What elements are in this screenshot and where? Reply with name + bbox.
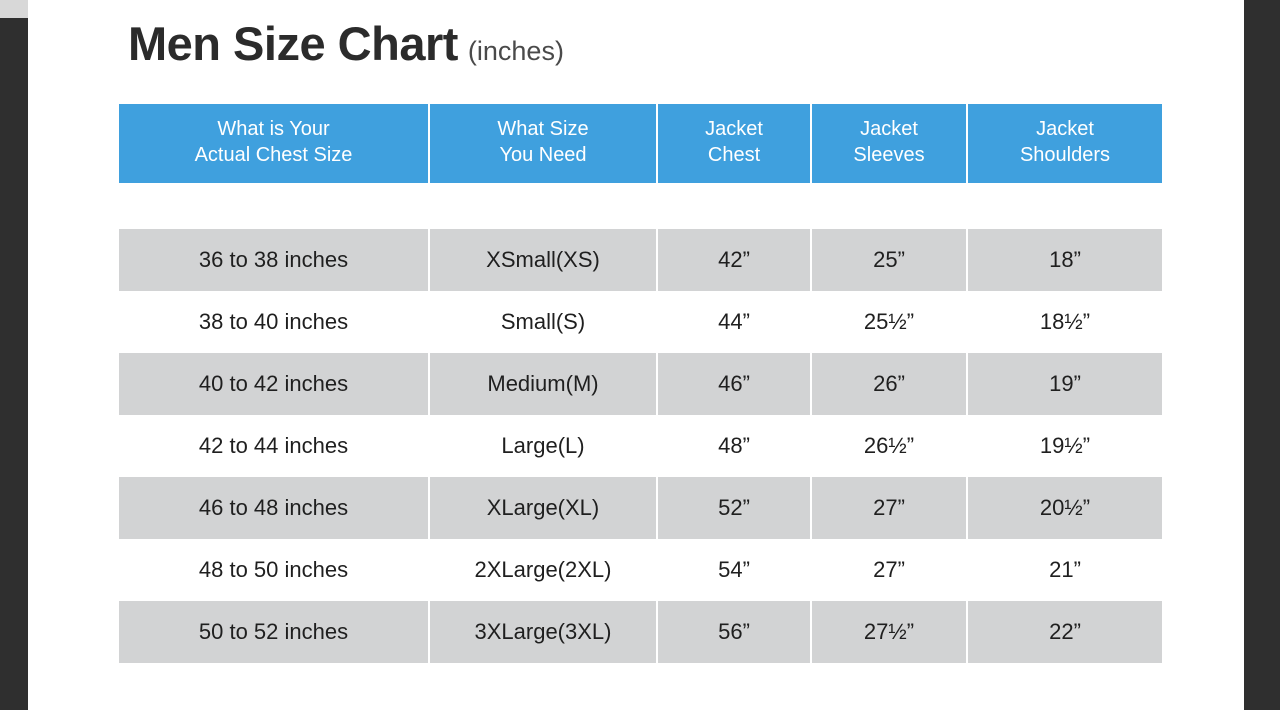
- cell-chest-size: 40 to 42 inches: [119, 353, 429, 415]
- cell-jacket-sleeves: 27”: [811, 539, 967, 601]
- top-left-strip: [0, 0, 28, 18]
- cell-jacket-sleeves: 27”: [811, 477, 967, 539]
- table-header: [119, 104, 1162, 183]
- cell-chest-size: 38 to 40 inches: [119, 291, 429, 353]
- column-header-line1: Jacket: [705, 118, 763, 140]
- table-header-row: [119, 104, 1162, 183]
- cell-size-needed: XLarge(XL): [429, 477, 657, 539]
- cell-size-needed: Medium(M): [429, 353, 657, 415]
- column-header-jacket-shoulders: [967, 104, 1162, 183]
- cell-size-needed: XSmall(XS): [429, 229, 657, 291]
- cell-jacket-shoulders: 22”: [967, 601, 1162, 663]
- cell-size-needed: Large(L): [429, 415, 657, 477]
- table-row: [119, 477, 1162, 539]
- column-header-line2: You Need: [499, 144, 587, 167]
- cell-jacket-shoulders: 18”: [967, 229, 1162, 291]
- column-header-actual-chest-size: [119, 104, 429, 183]
- page-title: [128, 16, 564, 71]
- cell-jacket-chest: 56”: [657, 601, 811, 663]
- cell-size-needed: 3XLarge(3XL): [429, 601, 657, 663]
- page-title-main: Men Size Chart: [128, 17, 458, 70]
- cell-size-needed: 2XLarge(2XL): [429, 539, 657, 601]
- cell-jacket-shoulders: 19½”: [967, 415, 1162, 477]
- cell-jacket-sleeves: 26½”: [811, 415, 967, 477]
- cell-jacket-chest: 44”: [657, 291, 811, 353]
- cell-chest-size: 46 to 48 inches: [119, 477, 429, 539]
- cell-jacket-sleeves: 26”: [811, 353, 967, 415]
- cell-chest-size: 42 to 44 inches: [119, 415, 429, 477]
- column-header-line1: Jacket: [860, 118, 918, 140]
- document-content: [28, 0, 1244, 710]
- table-row: [119, 353, 1162, 415]
- cell-size-needed: Small(S): [429, 291, 657, 353]
- cell-chest-size: 36 to 38 inches: [119, 229, 429, 291]
- cell-jacket-shoulders: 18½”: [967, 291, 1162, 353]
- document-page: [28, 0, 1244, 710]
- column-header-line1: Jacket: [1036, 118, 1094, 140]
- cell-jacket-chest: 48”: [657, 415, 811, 477]
- column-header-line2: Sleeves: [853, 144, 925, 167]
- page-title-units: (inches): [467, 36, 564, 66]
- column-header-line2: Chest: [707, 144, 761, 167]
- cell-chest-size: 50 to 52 inches: [119, 601, 429, 663]
- left-gutter: [0, 0, 28, 710]
- right-gutter: [1244, 0, 1280, 710]
- cell-jacket-shoulders: 20½”: [967, 477, 1162, 539]
- column-header-jacket-chest: [657, 104, 811, 183]
- cell-jacket-shoulders: 21”: [967, 539, 1162, 601]
- table-row: [119, 539, 1162, 601]
- cell-jacket-chest: 42”: [657, 229, 811, 291]
- column-header-size-you-need: [429, 104, 657, 183]
- size-chart-table: [119, 104, 1162, 663]
- cell-jacket-chest: 52”: [657, 477, 811, 539]
- table-row: [119, 601, 1162, 663]
- cell-jacket-shoulders: 19”: [967, 353, 1162, 415]
- table-body: [119, 183, 1162, 663]
- table-row: [119, 229, 1162, 291]
- cell-jacket-sleeves: 27½”: [811, 601, 967, 663]
- table-row: [119, 291, 1162, 353]
- table-row: [119, 415, 1162, 477]
- column-header-line1: What is Your: [217, 118, 330, 140]
- cell-chest-size: 48 to 50 inches: [119, 539, 429, 601]
- column-header-line2: Actual Chest Size: [194, 144, 353, 167]
- column-header-jacket-sleeves: [811, 104, 967, 183]
- cell-jacket-chest: 46”: [657, 353, 811, 415]
- cell-jacket-chest: 54”: [657, 539, 811, 601]
- cell-jacket-sleeves: 25½”: [811, 291, 967, 353]
- cell-jacket-sleeves: 25”: [811, 229, 967, 291]
- column-header-line1: What Size: [497, 118, 589, 140]
- table-header-gap: [119, 183, 1162, 229]
- column-header-line2: Shoulders: [1019, 144, 1111, 167]
